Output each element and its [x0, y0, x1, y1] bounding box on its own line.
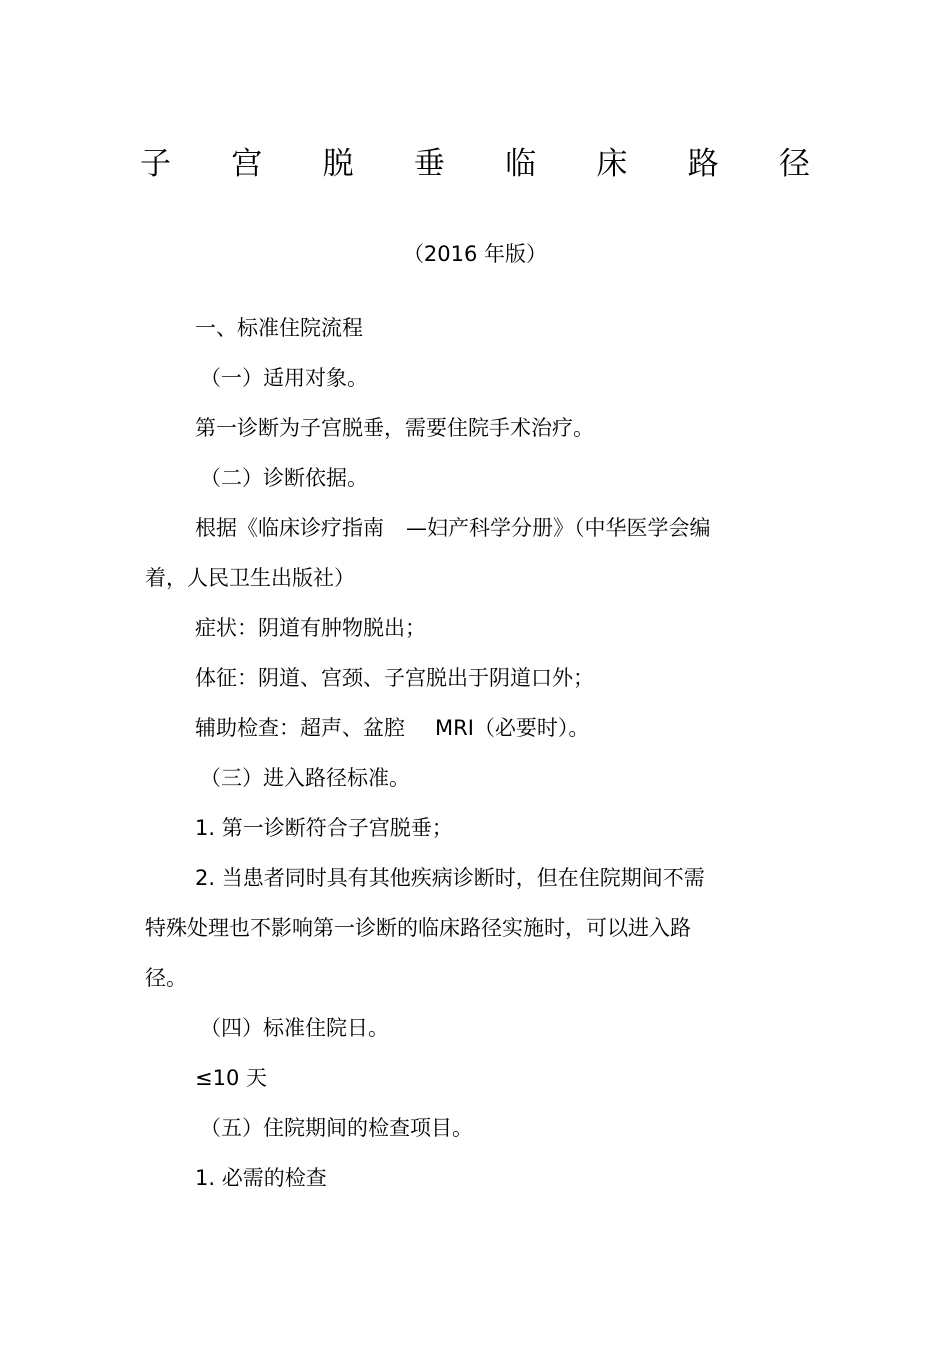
subsection-heading: （一）适用对象。 — [200, 366, 368, 390]
title-char: 垂 — [413, 146, 445, 182]
body-text: 径。 — [145, 966, 187, 990]
body-text-part: —妇产科学分册》（中华医学会编 — [406, 516, 711, 540]
document-title — [140, 140, 810, 188]
body-text — [195, 512, 711, 544]
title-char: 径 — [778, 146, 810, 182]
title-char: 床 — [596, 146, 628, 182]
title-char: 宫 — [231, 146, 263, 182]
section-heading: 一、标准住院流程 — [195, 316, 363, 340]
title-char: 子 — [140, 146, 171, 182]
body-text: 症状：阴道有肿物脱出； — [195, 616, 426, 640]
subsection-heading: （三）进入路径标准。 — [200, 766, 410, 790]
body-text-part: 根据《临床诊疗指南 — [195, 516, 384, 540]
subsection-heading: （四）标准住院日。 — [200, 1016, 389, 1040]
list-item: 1. 第一诊断符合子宫脱垂； — [195, 816, 453, 840]
list-item: 2. 当患者同时具有其他疾病诊断时，但在住院期间不需 — [195, 866, 705, 890]
body-text — [195, 712, 589, 744]
body-text: 体征：阴道、宫颈、子宫脱出于阴道口外； — [195, 666, 594, 690]
body-text: 着，人民卫生出版社） — [145, 566, 355, 590]
body-text-part: 辅助检查：超声、盆腔 — [195, 716, 405, 740]
body-text: 特殊处理也不影响第一诊断的临床路径实施时，可以进入路 — [145, 916, 691, 940]
list-item: 1. 必需的检查 — [195, 1166, 327, 1190]
subsection-heading: （五）住院期间的检查项目。 — [200, 1116, 473, 1140]
subsection-heading: （二）诊断依据。 — [200, 466, 368, 490]
body-text: ≤10 天 — [195, 1066, 267, 1090]
body-text-part: MRI（必要时）。 — [435, 716, 590, 740]
body-text: 第一诊断为子宫脱垂，需要住院手术治疗。 — [195, 416, 594, 440]
title-char: 路 — [687, 146, 719, 182]
title-char: 脱 — [322, 146, 354, 182]
title-char: 临 — [505, 146, 537, 182]
edition-label: （2016 年版） — [402, 242, 548, 266]
